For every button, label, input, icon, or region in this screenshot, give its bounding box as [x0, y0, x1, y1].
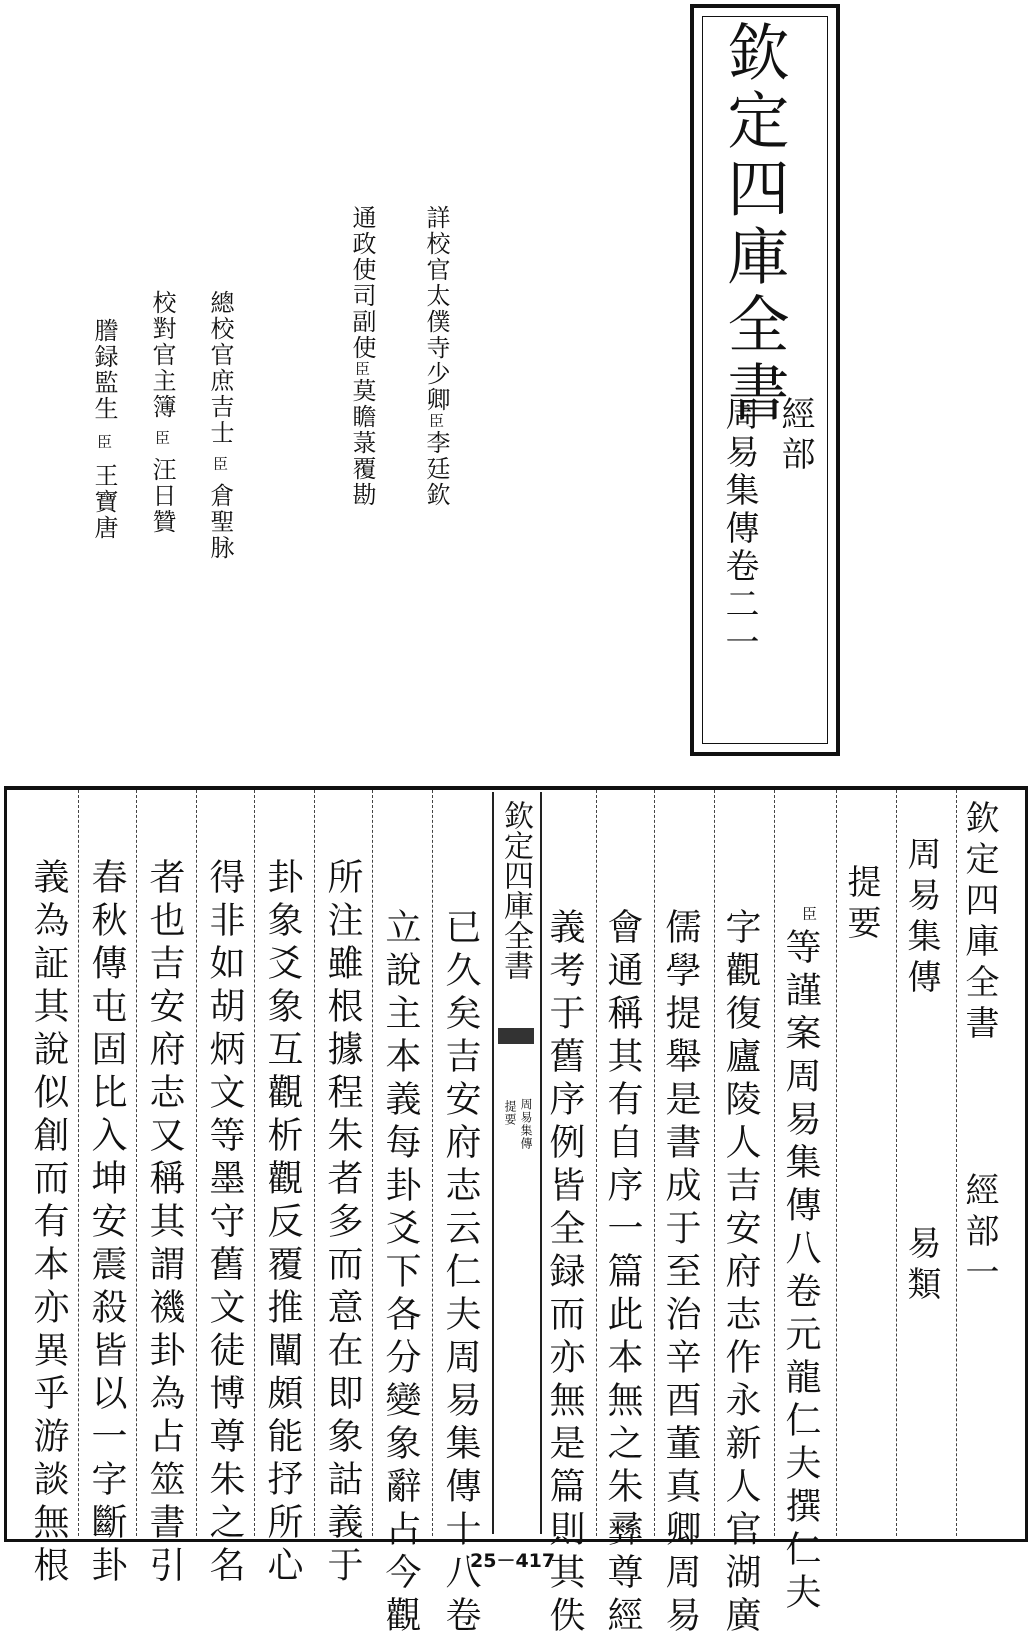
credit-1-name: 李廷欽 [422, 430, 450, 508]
text-column-5: 義考于舊序例皆全録而亦無是篇則其佚 [544, 908, 585, 1639]
credit-3-name: 倉聖脉 [206, 483, 234, 561]
book-category: 易類 [901, 1225, 941, 1307]
column-rule [314, 790, 315, 1536]
cover-title: 欽定四庫全書 [717, 20, 790, 428]
spine-title: 欽定四庫全書 [498, 800, 533, 980]
column-rule [372, 790, 373, 1536]
spine-fishtail-mark [498, 1028, 534, 1044]
book-title: 周易集傳 [901, 836, 941, 1000]
credit-3-minister: 臣 [211, 456, 229, 473]
column-rule [432, 790, 433, 1536]
column-rule [596, 790, 597, 1536]
text-column-4: 會通稱其有自序一篇此本無之朱彞尊經 [602, 908, 643, 1639]
tiyao-heading: 提要 [841, 864, 881, 946]
column-rule [714, 790, 715, 1536]
text-column-13: 義為証其說似創而有本亦異乎游談無根 [28, 858, 69, 1589]
credit-4-title: 校對官主簿 [148, 290, 176, 420]
cover-section: 經部 [775, 396, 815, 476]
column-rule [136, 790, 137, 1536]
credit-4-name: 汪日贊 [148, 457, 176, 535]
credit-line-3 [208, 290, 232, 561]
text-column-7: 立說主本義每卦爻下各分變象辭占今觀 [380, 908, 421, 1639]
column-rule [836, 790, 837, 1536]
text-column-9: 卦象爻象互觀析觀反覆推闡頗能抒所心 [262, 858, 303, 1589]
credit-line-1 [424, 205, 448, 508]
credit-5-title: 謄録監生 [90, 318, 118, 422]
column-rule [654, 790, 655, 1536]
text-column-12: 春秋傳屯固比入坤安震殺皆以一字斷卦 [86, 858, 127, 1589]
credit-2-title: 通政使司副使 [348, 205, 376, 361]
text-column-6: 已久矣吉安府志云仁夫周易集傳十八卷 [440, 908, 481, 1639]
credit-line-2 [350, 205, 374, 508]
credit-1-title: 詳校官太僕寺少卿 [422, 205, 450, 413]
credit-5-name: 王寶唐 [90, 463, 118, 541]
credit-line-5 [92, 318, 116, 541]
column-rule [254, 790, 255, 1536]
credit-2-name: 莫瞻菉覆勘 [348, 378, 376, 508]
column-rule [896, 790, 897, 1536]
credit-1-minister: 臣 [427, 413, 445, 430]
column-rule [774, 790, 775, 1536]
credit-line-4 [150, 290, 174, 535]
text-column-11: 者也吉安府志又稱其謂禨卦為占筮書引 [144, 858, 185, 1589]
cover-volume: 周易集傳卷二一 [719, 396, 759, 662]
text-column-1: 等謹案周易集傳八卷元龍仁夫撰仁夫 [780, 928, 821, 1616]
column-rule [196, 790, 197, 1536]
credit-4-minister: 臣 [153, 430, 171, 447]
credit-3-title: 總校官庶吉士 [206, 290, 234, 446]
text-column-3: 儒學提舉是書成于至治辛酉董真卿周易 [660, 908, 701, 1639]
spine-book-title: 周易集傳 [519, 1098, 533, 1150]
spine-section: 提要 [503, 1100, 517, 1126]
text-column-8: 所注雖根據程朱者多而意在即象詁義于 [322, 858, 363, 1589]
column-rule [78, 790, 79, 1536]
page-number: 25－417 [470, 1550, 556, 1572]
credit-2-minister: 臣 [353, 361, 371, 378]
minister-small-char: 臣 [800, 906, 818, 921]
page-header-section: 經部一 [959, 1172, 999, 1295]
credit-5-minister: 臣 [95, 434, 113, 451]
text-column-10: 得非如胡炳文等墨守舊文徒博尊朱之名 [204, 858, 245, 1589]
page-header-title: 欽定四庫全書 [959, 800, 999, 1046]
text-column-2: 字觀復廬陵人吉安府志作永新人官湖廣 [720, 908, 761, 1639]
column-rule [956, 790, 957, 1536]
